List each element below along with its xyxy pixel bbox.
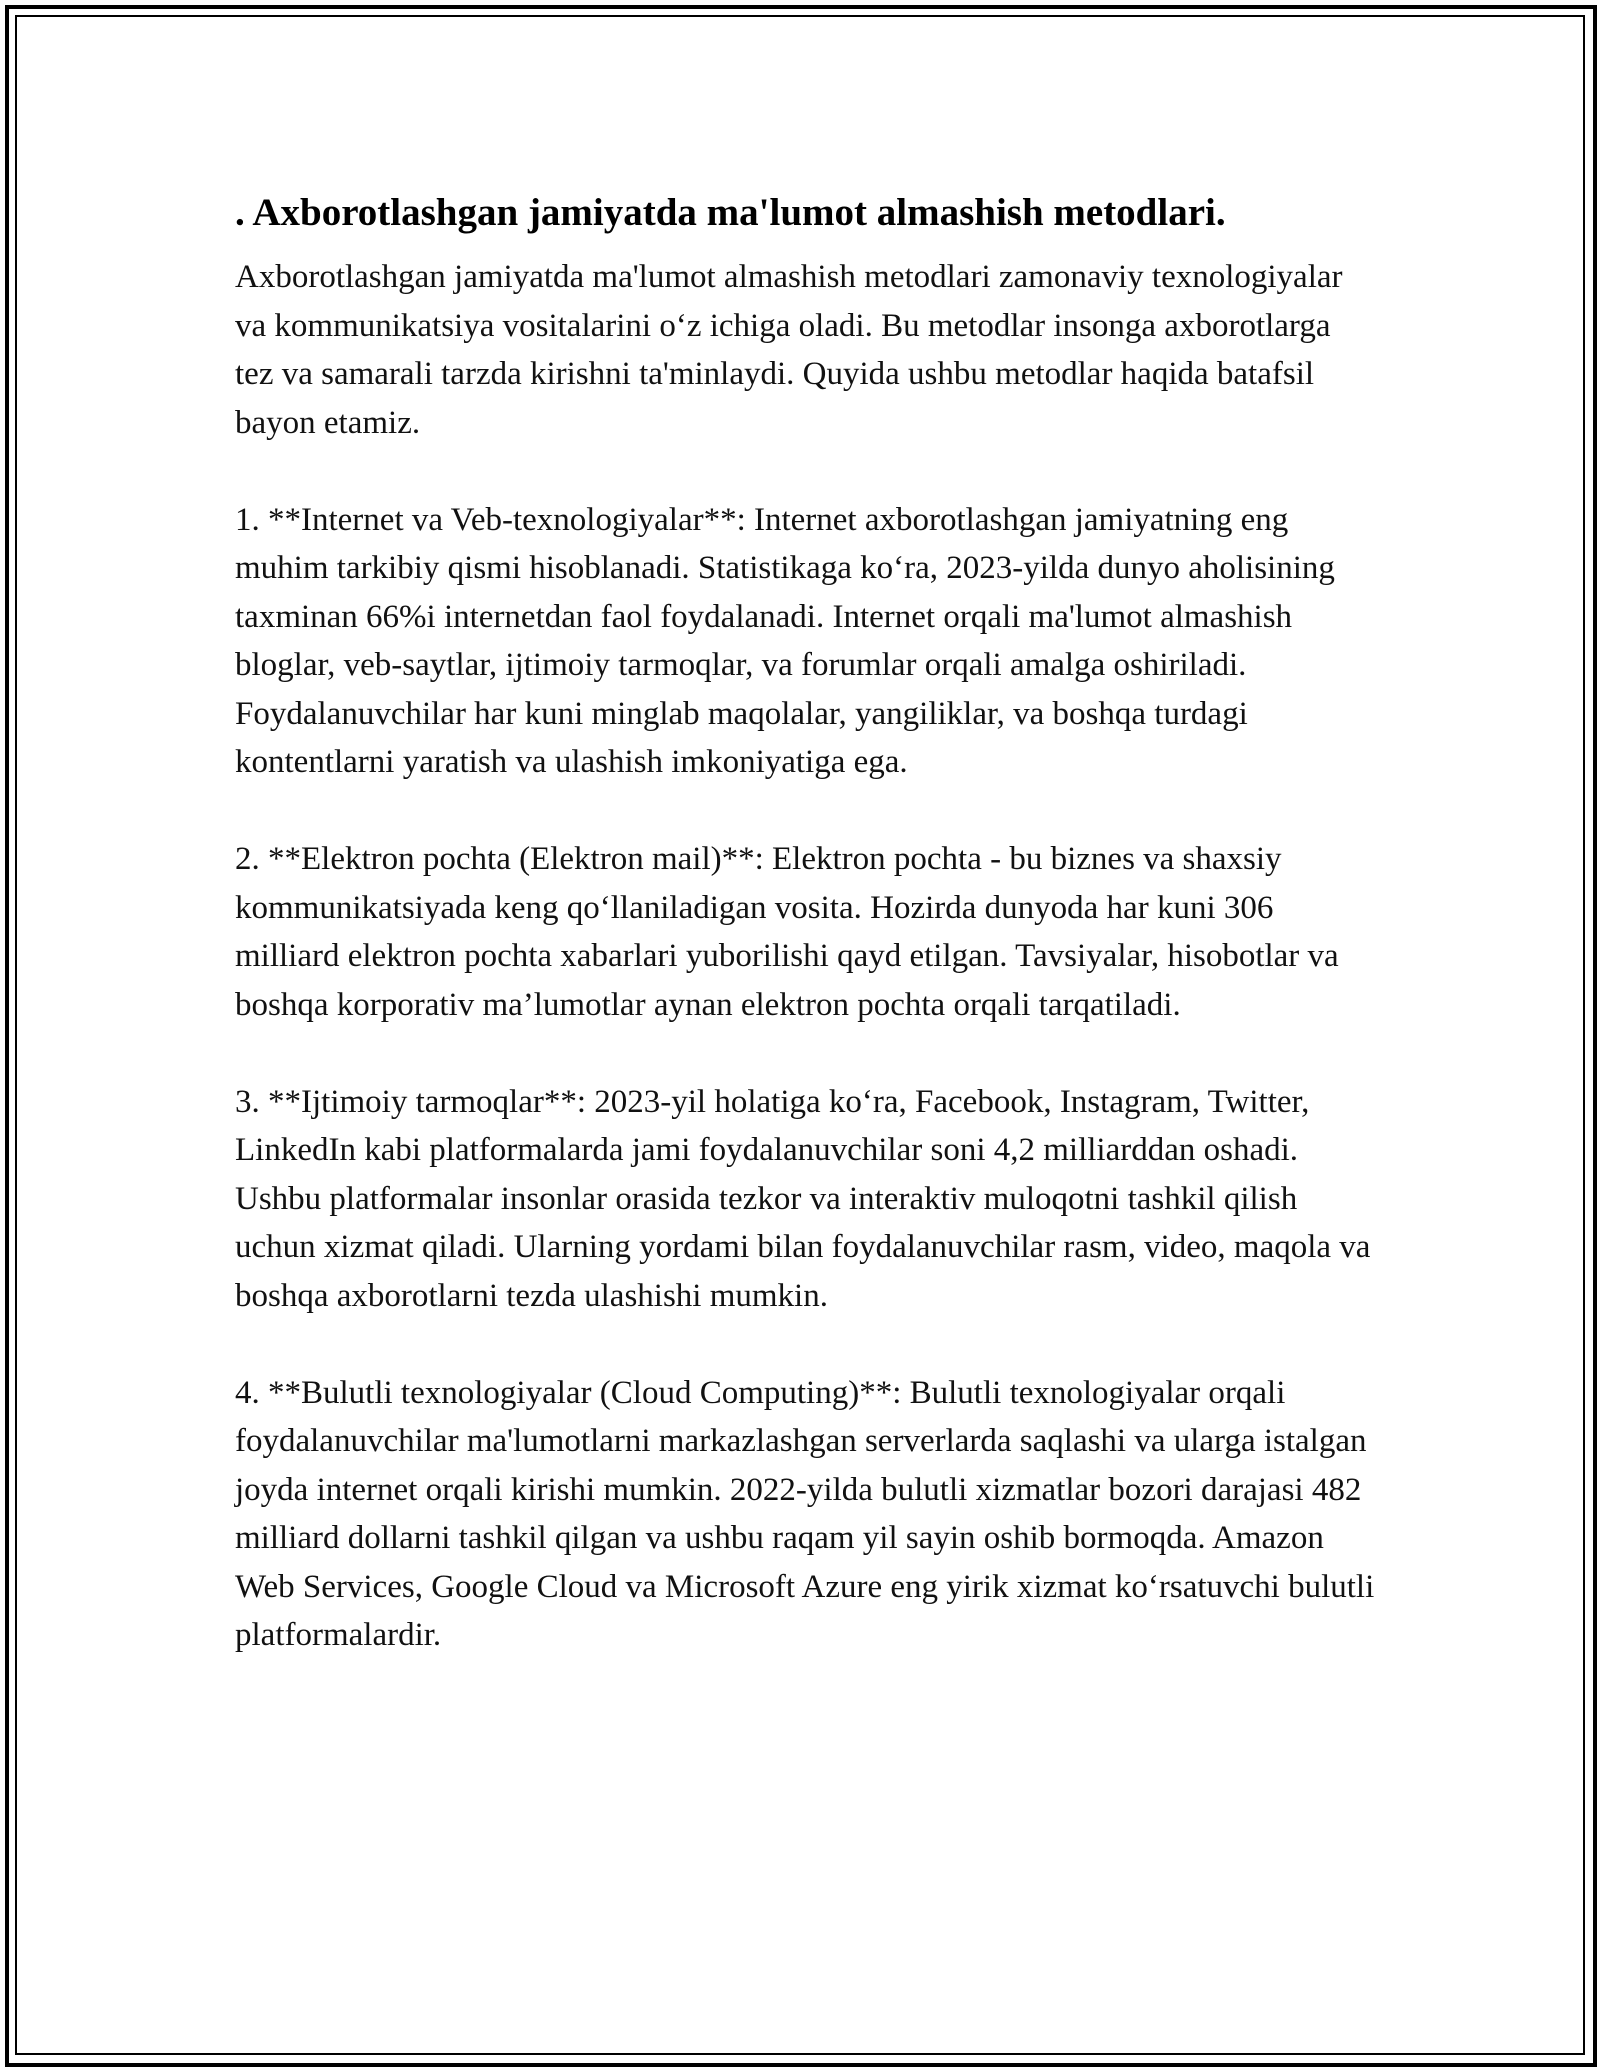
paragraph-cloud: 4. **Bulutli texnologiyalar (Cloud Computing)**: Bulutli texnologiyalar orqali foydalanuvchilar ma'lumotlarni markazlashgan serverlarda saqlashi va ularga istalgan joyda internet orqali kirishi mumkin. 2022-yilda bulutli xizmatlar bozori darajasi 482 milliard dollarni tashkil qilgan va ushbu raqam yil sayin oshib bormoqda. Amazon Web Services, Google Cloud va Microsoft Azure eng yirik xizmat ko‘rsatuvchi bulutli platformalardir.	[235, 1374, 1375, 1653]
paragraph-social-networks: 3. **Ijtimoiy tarmoqlar**: 2023-yil holatiga ko‘ra, Facebook, Instagram, Twitter, LinkedIn kabi platformalarda jami foydalanuvchilar soni 4,2 milliarddan oshadi. Ushbu platformalar insonlar orasida tezkor va interaktiv muloqotni tashkil qilish uchun xizmat qiladi. Ularning yordami bilan foydalanuvchilar rasm, video, maqola va boshqa axborotlarni tezda ulashishi mumkin.	[235, 1083, 1371, 1314]
paragraph-intro: Axborotlashgan jamiyatda ma'lumot almashish metodlari zamonaviy texnologiyalar va kommunikatsiya vositalarini o‘z ichiga oladi. Bu metodlar insonga axborotlarga tez va samarali tarzda kirishni ta'minlaydi. Quyida ushbu metodlar haqida batafsil bayon etamiz.	[235, 259, 1343, 441]
paragraph-internet: 1. **Internet va Veb-texnologiyalar**: Internet axborotlashgan jamiyatning eng muhim tarkibiy qismi hisoblanadi. Statistikaga ko‘ra, 2023-yilda dunyo aholisining taxminan 66%i internetdan faol foydalanadi. Internet orqali ma'lumot almashish bloglar, veb-saytlar, ijtimoiy tarmoqlar, va forumlar orqali amalga oshiriladi. Foydalanuvchilar har kuni minglab maqolalar, yangiliklar, va boshqa turdagi kontentlarni yaratish va ulashish imkoniyatiga ega.	[235, 501, 1335, 780]
document-body	[235, 185, 1375, 1708]
paragraph-email: 2. **Elektron pochta (Elektron mail)**: Elektron pochta - bu biznes va shaxsiy kommunikatsiyada keng qo‘llaniladigan vosita. Hozirda dunyoda har kuni 306 milliard elektron pochta xabarlari yuborilishi qayd etilgan. Tavsiyalar, hisobotlar va boshqa korporativ ma’lumotlar aynan elektron pochta orqali tarqatiladi.	[235, 841, 1339, 1023]
document-title: . Axborotlashgan jamiyatda ma'lumot almashish metodlari.	[235, 191, 1226, 234]
